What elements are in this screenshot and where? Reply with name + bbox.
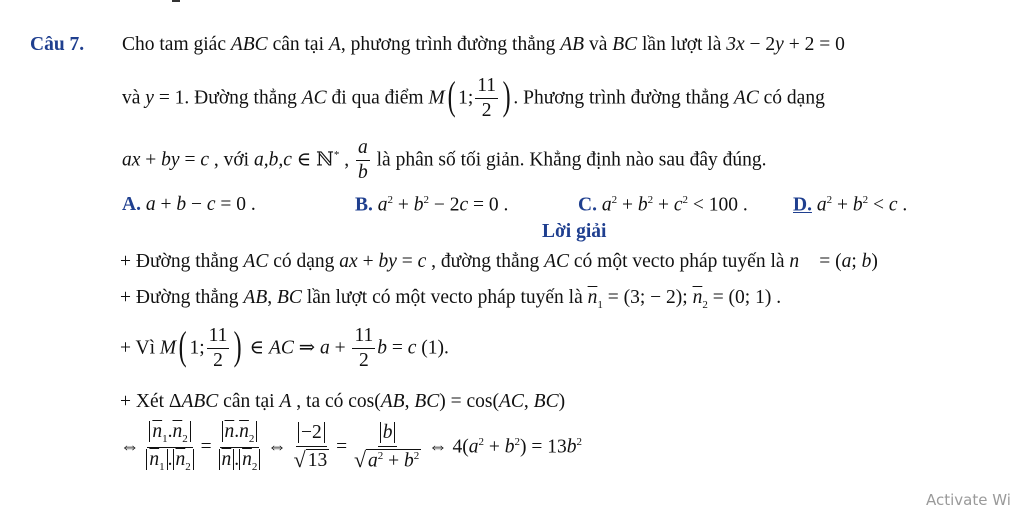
solution-step-1: + Đường thẳng AC có dạng ax + by = c , đường thẳng AC có một vecto pháp tuyến là n⃗ = (a; b) [120,251,878,272]
solution-step-2: + Đường thẳng AB, BC lần lượt có một vecto pháp tuyến là $\overline{n}_1 = (3$; − 2); $\overline{n}_2 = (0$; 1) . [120,287,782,311]
question-line-3: ax + by = c , với a,b,c ∈ ℕ* , $\frac{a}{b}$ là phân số tối giản. Khẳng định nào sau đây đúng. [122,137,767,184]
option-b: B. $a^2 + b^2 - 2c = 0$ . [355,194,509,216]
question-line-1: Cho tam giác ABC cân tại A, phương trình đường thẳng AB và BC lần lượt là 3x − 2y + 2 = 0 [122,34,845,55]
option-d: D. $a^2 + b^2 < c$ . [793,194,908,216]
question-label: Câu 7. [30,34,85,55]
question-line-2: và y = 1. Đường thẳng AC đi qua điểm M( 1; $\frac{11}{2}$ ) . Phương trình đường thẳng AC có dạng [122,72,825,122]
solution-step-4: + Xét ΔABC cân tại A , ta có cos(AB, BC) = cos(AC, BC) [120,391,566,412]
solution-heading: Lời giải [542,221,607,242]
solution-step-5: ⇔ $\frac{\overline{n}_1.\overline{n}_2}{\overline{n}_1 . \overline{n}_2}$ = $\frac{\overline{n}.\overline{n}_2}{\overline{n} . \overline{n}_2}$ ⇔ −2 √ 13 = b √ $a^2 + b^2$ ⇔ $4(a^2 + b^2) = 13b^2$ [120,421,583,474]
option-c: C. $a^2 + b^2 + c^2 < 100$ . [578,194,748,216]
option-a: A. a + b − c = 0 . [122,194,256,215]
activate-windows-watermark: Activate Wi [926,491,1011,509]
top-artifact [172,0,180,2]
solution-step-3: + Vì M( 1; $\frac{11}{2}$ ) ∈ AC ⇒ a + $\frac{11}{2}$ b = c (1). [120,322,449,372]
